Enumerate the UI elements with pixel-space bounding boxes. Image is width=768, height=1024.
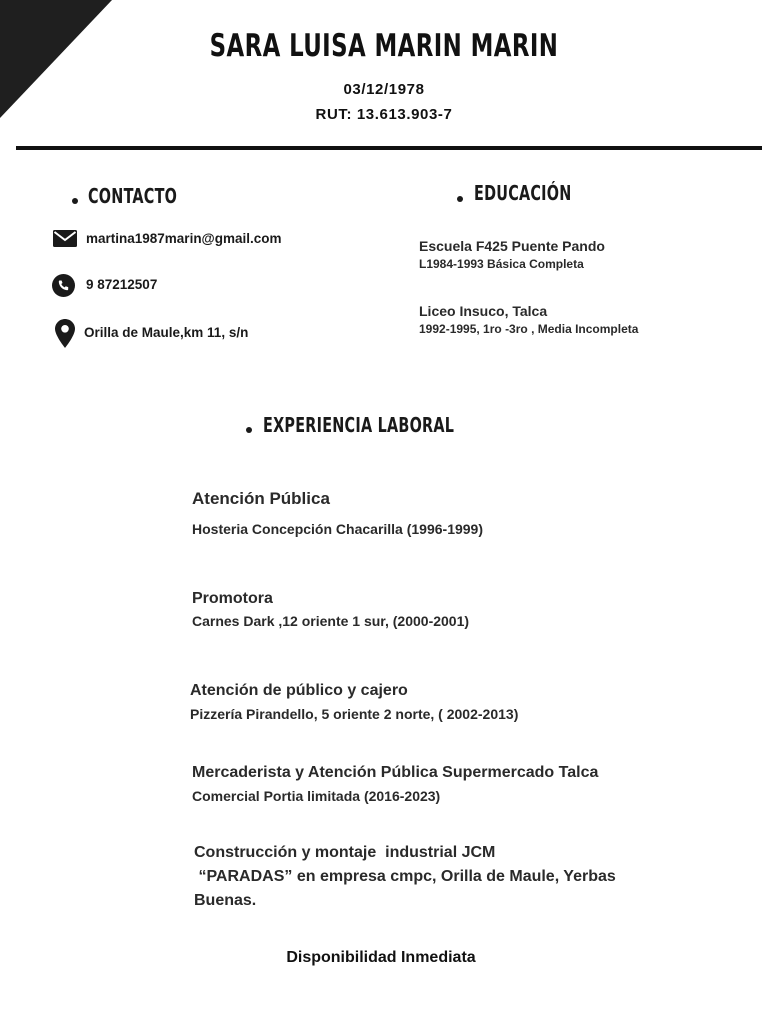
envelope-icon bbox=[53, 230, 77, 247]
education-heading: EDUCACIÓN bbox=[474, 181, 572, 205]
contact-bullet bbox=[72, 198, 78, 204]
email-text: martina1987marin@gmail.com bbox=[86, 231, 282, 246]
phone-text: 9 87212507 bbox=[86, 277, 158, 292]
availability-note: Disponibilidad Inmediata bbox=[286, 949, 476, 966]
job-construction-line: Construcción y montaje industrial JCM bbox=[194, 844, 496, 861]
education-item-detail: L1984-1993 Básica Completa bbox=[419, 257, 584, 271]
education-item-title: Escuela F425 Puente Pando bbox=[419, 238, 605, 254]
birthdate: 03/12/1978 bbox=[343, 81, 425, 98]
phone-icon bbox=[52, 274, 75, 297]
job-title: Atención de público y cajero bbox=[190, 682, 408, 699]
contact-heading: CONTACTO bbox=[88, 184, 178, 208]
rut: RUT: 13.613.903-7 bbox=[315, 106, 453, 123]
experience-heading: EXPERIENCIA LABORAL bbox=[263, 413, 455, 437]
person-name: SARA LUISA MARIN MARIN bbox=[209, 28, 559, 64]
header-divider bbox=[16, 146, 762, 150]
education-item-title: Liceo Insuco, Talca bbox=[419, 303, 548, 319]
job-detail: Carnes Dark ,12 oriente 1 sur, (2000-2001) bbox=[192, 613, 470, 629]
education-item-detail: 1992-1995, 1ro -3ro , Media Incompleta bbox=[419, 322, 639, 336]
job-title: Mercaderista y Atención Pública Supermercado Talca bbox=[192, 764, 599, 781]
job-detail: Hosteria Concepción Chacarilla (1996-1999) bbox=[192, 521, 484, 537]
job-title: Atención Pública bbox=[192, 489, 330, 508]
address-text: Orilla de Maule,km 11, s/n bbox=[84, 325, 249, 340]
job-detail: Comercial Portia limitada (2016-2023) bbox=[192, 788, 441, 804]
job-construction bbox=[194, 841, 674, 913]
job-detail: Pizzería Pirandello, 5 oriente 2 norte, ( 2002-2013) bbox=[190, 706, 519, 722]
experience-bullet bbox=[246, 427, 252, 433]
job-construction-line: “PARADAS” en empresa cmpc, Orilla de Maule, Yerbas bbox=[194, 868, 616, 885]
education-bullet bbox=[457, 196, 463, 202]
map-pin-icon bbox=[55, 319, 75, 348]
job-title: Promotora bbox=[192, 590, 273, 607]
job-construction-line: Buenas. bbox=[194, 892, 257, 909]
